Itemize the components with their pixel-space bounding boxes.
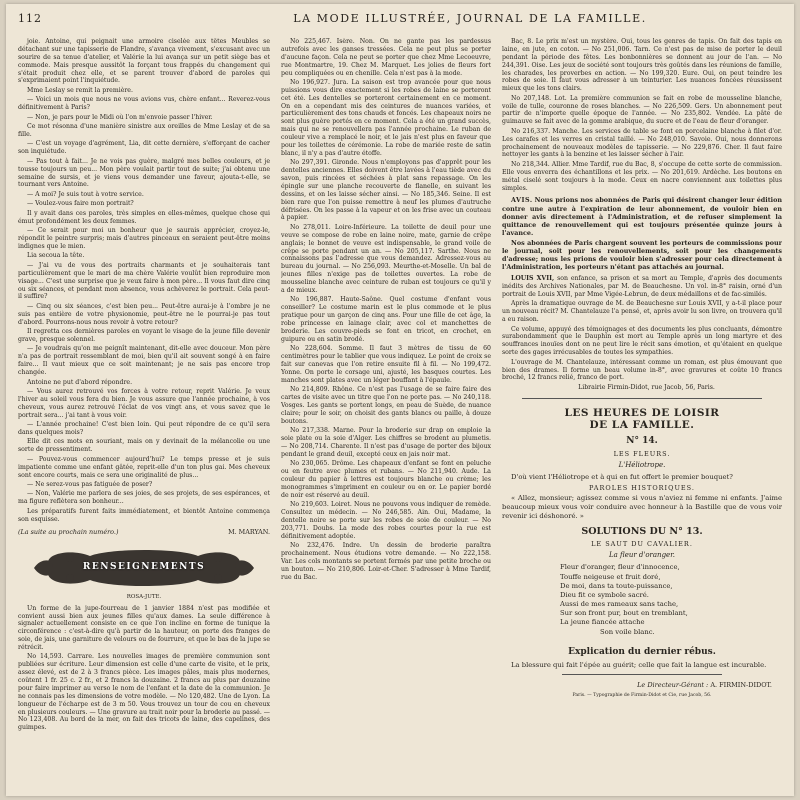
column-renseignements [281, 38, 491, 786]
poem-line: La jeune fiancée attache [560, 618, 645, 627]
louis-paragraph: Après la dramatique ouvrage de M. de Beauchesne sur Louis XVII, y a-t-il place pour un nouveau récit? M. Chantelauze l'a pensé, et, après avoir lu son livre, on trouvera qu'il a eu raison. [502, 300, 782, 324]
story-paragraph: — J'ai vu de vous des portraits charmants et je souhaiterais tant particulièrement que le mari de ma chère Valérie voulût bien reproduire mon visage... C'est une surprise que je veux faire à mon père... Il vous faut dire cinq ou six séances, et pendant mon absence, vous achèverez le portrait. Cela peut-il suffire? [18, 261, 270, 301]
renseignement-paragraph: No 232,476. Indre. Un dessin de broderie paraîtra prochainement. Nous étudions votre demande. — No 222,158. Var. Les cols montants se portent fermés par une petite broche ou un bouton. — No 210,806. Loir-et-Cher. S'adresser à Mme Tardif, rue du Bac. [281, 542, 491, 581]
leisure-subtitle: LES FLEURS. [613, 450, 671, 459]
rebus-answer: La blessure qui fait l'épée au guérit; celle que fait la langue est incurable. [511, 661, 767, 670]
avis-text: Nous prions nos abonnées de Paris qui désirent changer leur édition contre une autre à l'expiration de leur abonnement, de vouloir bien en donner avis directement à l'Administration, et de refuser simplement la quittance de renouvellement qui est toujours présentée quinze jours à l'avance. [502, 196, 782, 237]
renseignement-paragraph: No 14,593. Carrare. Les nouvelles images de première communion sont publiées sur écriture. Leur dimension est celle d'une carte de visite, et le prix, assez élevé, est de 2 à 3 francs pièce. Les images pâles, mais plus modernes, coûtent 1 fr. 25 c. 2 fr., et 2 francs la douzaine. 2 francs au plus par douzaine pour faire imprimer au verso le nom de l'enfant et la date de la communion. Je ne connais pas les dimensions de votre modèle. — No 120,482. Une de Lyon. La longueur de l'écharpe est de 3 m 50. Vous trouvez un tour de cou en cheveux en plusieurs couleurs. — Une gravure au trait noir pour la broderie au passé. — No 123,408. Au bord de la mer, on fait des tricots de laine, des capelines, des guimpes. [18, 653, 270, 732]
story-paragraph: Elle dit ces mots en souriant, mais on y devinait de la mélancolie ou une sorte de pressentiment. [18, 438, 270, 454]
poem-line: Sur son front pur, bout en tremblant, [560, 609, 688, 618]
imprint: Paris. — Typographie de Firmin-Didot et Cie, rue Jacob, 56. [572, 693, 712, 699]
renseignement-paragraph: No 196,927. Jura. La saison est trop avancée pour que nous puissions vous dire exactement si les robes de laine se porteront cet été. Les dentelles se porteront certainement en ce moment. On en a cependant mis des ceintures de nuances variées, et particulièrement des tons chauds et foncés. Les chapeaux noirs ne sont plus guère portés en ce moment. Cela a été un grand succès, mais qui ne se renouvellera pas l'année prochaine. Le ruban de couleur vive a remplacé le noir, et le jais n'est plus en faveur que pour les toilettes de cérémonie. La robe de mariée reste de satin blanc, il n'y a pas d'autre étoffe. [281, 78, 491, 157]
story-signature [18, 528, 270, 536]
poem-line: Fleur d'oranger, fleur d'innocence, [560, 563, 680, 572]
renseignement-paragraph: No 230,065. Drôme. Les chapeaux d'enfant se font en peluche ou en feutre avec plumes et rubans. — No 211,940. Aude. La couleur du papier à lettres est toujours blanche ou crème; les monogrammes s'impriment en couleur ou en or. Le papier bordé de noir est réservé au deuil. [281, 460, 491, 499]
renseignement-paragraph: No 219,603. Loiret. Nous ne pouvons vous indiquer de remède. Consultez un médecin. — No 246,585. Ain. Oui, Madame, la dentelle noire se porte sur les robes de soie de couleur. — No 203,771. Doubs. La mode des robes courtes pour la rue est définitivement adoptée. [281, 501, 491, 540]
renseignement-paragraph: No 214,809. Rhône. Ce n'est pas l'usage de se faire faire des cartes de visite avec un titre que l'on ne porte pas. — No 240,118. Vosges. Les gants se portent longs, en peau de Suède, de nuance claire; pour le soir, on choisit des gants blancs ou paille, à douze boutons. [281, 386, 491, 425]
poem-title: La fleur d'oranger. [608, 550, 675, 559]
publisher-line: Librairie Firmin-Didot, rue Jacob, 56, Paris. [578, 383, 715, 391]
gerant-label: Le Directeur-Gérant : [637, 680, 709, 689]
leisure-title-line: LES HEURES DE LOISIR [564, 406, 720, 419]
rebus-title: Explication du dernier rébus. [568, 646, 716, 657]
poem-line: Dieu fit ce symbole sacré. [560, 590, 649, 599]
story-paragraph: — Ce serait pour moi un bonheur que je saurais apprécier, croyez-le, répondit le peintre surpris; mais d'autres pinceaux en seraient peut-être moins indignes que le mien. [18, 227, 270, 250]
newspaper-page [6, 4, 794, 796]
story-paragraph: — L'année prochaine! C'est bien loin. Qui peut répondre de ce qu'il sera dans quelques mois? [18, 421, 270, 436]
story-paragraph: — Vous aurez retrouvé vos forces à votre retour, reprit Valérie. Je veux l'hiver au soleil vous fera du bien. Je vous assure que l'année prochaine, à vos cheveux, vous aurez retrouvé l'éclat de vos vingt ans, et vous savez que le portrait sera... j'ai tant à vous voir. [18, 387, 270, 419]
ornament-label: RENSEIGNEMENTS [82, 561, 206, 572]
gerant-name: A. FIRMIN-DIDOT. [710, 680, 772, 689]
renseignements-ornament [30, 546, 258, 590]
leisure-title [502, 407, 782, 432]
journal-title: LA MODE ILLUSTRÉE, JOURNAL DE LA FAMILLE. [293, 12, 647, 25]
avis-label: AVIS. [511, 196, 533, 205]
poem-line: Aussi de mes rameaux sans tache, [560, 600, 679, 609]
story-paragraph: Il regretta ces dernières paroles en voyant le visage de la jeune fille devenir grave, presque solennel. [18, 328, 270, 343]
historical-quote: « Allez, monsieur; agissez comme si vous n'aviez ni femme ni enfants. J'aime beaucoup mieux vous voir conduire avec honneur à la Bastille que de vous voir revenir ici déshonoré. » [502, 494, 782, 520]
renseignement-paragraph: No 228,604. Somme. Il faut 3 mètres de tissu de 60 centimètres pour le tablier que vous indiquez. Le point de croix se fait sur canevas que l'on retire ensuite fil à fil. — No 199,472. Yonne. On porte le corsage uni, ajusté, les basques courtes. Les manches sont plates avec un léger bouffant à l'épaule. [281, 345, 491, 384]
leisure-title-line: DE LA FAMILLE. [589, 419, 695, 432]
historical-label: PAROLES HISTORIQUES. [589, 484, 695, 493]
section-divider [562, 674, 722, 675]
story-paragraph: — Non, Valérie me parlera de ses joies, de ses projets, de ses espérances, et ma figure reflètera son bonheur... [18, 490, 270, 506]
author-name: M. MARYAN. [228, 527, 270, 536]
solutions-title: SOLUTIONS DU N° 13. [581, 526, 703, 538]
renseignement-paragraph: No 216,337. Manche. Les services de table se font en porcelaine blanche à filet d'or. Les carafes et les verres en cristal taillé. — No 248,010. Savoie. Oui, nous donnerons prochainement de nouveaux modèles de tapisserie. — No 229,876. Cher. Il faut faire nettoyer les gants à la benzine et les laisser sécher à l'air. [502, 127, 782, 159]
renseignement-paragraph: No 225,467. Isère. Non. On ne gante pas les pardessus autrefois avec les ganses tressées. Cela ne peut plus se porter d'aucune façon. Cela ne peut se porter que chez Mme Lecoeuvre, rue Montmartre, 19. Chez M. Marquet. Les jolies de fleurs fort peu compliquées ou en chenille. Cela n'est pas à la mode. [281, 38, 491, 77]
story-paragraph: Lia secoua la tête. [27, 252, 85, 260]
saut-label: LE SAUT DU CAVALIER. [591, 540, 693, 549]
story-paragraph: — Non, je pars pour le Midi où l'on m'envoie passer l'hiver. [27, 113, 213, 121]
renseignement-paragraph: No 196,887. Haute-Saône. Quel costume d'enfant vous conseiller? Le costume marin est le plus commode et le plus pratique pour un garçon de cinq ans. Pour une fille de cet âge, la robe princesse en lainage clair, avec col et manchettes de broderie. Les couvre-pieds se font en tricot, en crochet, en guipure ou en satin brodé. [281, 296, 491, 343]
louis-xvii-review [502, 275, 782, 392]
avis-notice [502, 196, 782, 271]
story-paragraph: joie. Antoine, qui peignait une armoire ciselée aux têtes Meubles se détachant sur une tapisserie de Flandre, s'avança vivement, s'excusant avec un sourire de sa tenue d'atelier, et Valérie la lui avança sur un petit siège bas et commode. Mais presque aussitôt la forçant tous frappés du changement qui s'était produit chez elle, et se parent trouver d'abord de paroles qui s'exprimaient point l'inquiétude. [18, 38, 270, 85]
leisure-subtitle-italic: L'Héliotrope. [618, 460, 666, 469]
louis-paragraph: Ce volume, appuyé des témoignages et des documents les plus concluants, démontre surabondamment que le Dauphin est mort au Temple après un long martyre et des souffrances inouïes dont on ne peut lire le récit sans émotion, et qu'étaient en quelque sorte des gages irrécusables de toutes les sympathies. [502, 325, 782, 357]
section-divider [522, 398, 762, 399]
story-paragraph: — Ne serez-vous pas fatiguée de poser? [27, 480, 153, 488]
poem [560, 563, 782, 636]
renseignement-paragraph: No 217,338. Marne. Pour la broderie sur drap on emploie la soie plate ou la soie d'Alger. Les chiffres se brodent au plumetis. — No 208,714. Charente. Il n'est pas d'usage de porter des bijoux pendant le grand deuil, excepté ceux en jais noir mat. [281, 427, 491, 458]
story-paragraph: — Pas tout à fait... Je ne vois pas guère, malgré mes belles couleurs, et je tousse toujours un peu... Mon père voulait partir tout de suite; j'ai obtenu une semaine de sursis, et je viens vous demander une faveur, ajouta-t-elle, se tournant vers Antoine. [18, 157, 270, 189]
leisure-number: N° 14. [626, 435, 658, 446]
renseignement-paragraph: No 278,011. Loire-Inférieure. La toilette de deuil pour une veuve se compose de robe en laine noire, mate, garnie de crêpe anglais; le bonnet de veuve est indispensable, le grand voile de crêpe se porte pendant un an. — No 205,117. Sarthe. Nous ne connaissons pas l'adresse que vous demandez. Adressez-vous au bureau du journal. — No 256,093. Meurthe-et-Moselle. Un bal de jeunes filles n'exige pas de toilettes ouvertes. La robe de mousseline blanche avec ceinture de ruban est toujours ce qu'il y a de mieux. [281, 223, 491, 294]
story-paragraph: — Je voudrais qu'on me peignît maintenant, dit-elle avec douceur. Mon père n'a pas de portrait ressemblant de moi, bien qu'il ait souvent songé à en faire faire... Il vaut mieux que ce soit maintenant; je ne sais pas encore trop changée. [18, 345, 270, 377]
leisure-question: D'où vient l'Héliotrope et à qui en fut offert le premier bouquet? [511, 473, 733, 482]
story-paragraph: — A moi? Je suis tout à votre service. [27, 190, 144, 198]
page-number: 112 [18, 12, 42, 25]
story-paragraph: — Cinq ou six séances, c'est bien peu... Peut-être aurai-je à l'ombre je ne suis pas entière de votre physionomie, peut-être ne le pourrai-je pas tout d'abord. Pourrons-nous nous revoir à votre retour? [18, 302, 270, 326]
louis-paragraph: L'ouvrage de M. Chantelauze, intéressant comme un roman, est plus émouvant que bien des drames. Il forme un beau volume in-8°, avec gravures et coûte 10 francs broché, 12 francs relié, franco de port. [502, 358, 782, 382]
story-paragraph: Il y avait dans ces paroles, très simples en elles-mêmes, quelque chose qui émut profondément les deux femmes. [18, 209, 270, 225]
column-story [18, 38, 270, 786]
story-paragraph: — Pouvez-vous commencer aujourd'hui? Le temps presse et je suis impatiente comme une enfant gâtée, reprit-elle d'un ton plus gai. Mes cheveux sont encore courts, mais ce sera une originalité de plus... [18, 455, 270, 479]
poem-line: Son voile blanc. [600, 627, 655, 636]
renseignement-paragraph: No 297,391. Gironde. Nous n'employons pas d'apprêt pour les dentelles anciennes. Elles doivent être lavées à l'eau tiède avec du savon, puis rincées et séchées à plat sans repassage. On les épingle sur une planche recouverte de flanelle, en suivant les dessins, et on les laisse sécher ainsi. — No 185,346. Seine. Il est bien rare que l'on puisse remettre à neuf les plumes d'autruche défrisées. On les passe à la vapeur et on les frise avec un couteau à papier. [281, 159, 491, 222]
renseignement-paragraph: No 207,148. Lot. La première communion se fait en robe de mousseline blanche, voile de tulle, couronne de roses blanches. — No 226,509. Gers. Un abonnement peut partir de n'importe quelle époque de l'année. — No 235,802. Vendée. La pâte de guimauve se fait avec de la gomme arabique, du sucre et de l'eau de fleur d'oranger. [502, 94, 782, 126]
poem-line: De moi, dans ta toute-puissance, [560, 581, 673, 590]
story-paragraph: Mme Leslay se remit la première. [27, 86, 133, 94]
story-paragraph: Ce mot résonna d'une manière sinistre aux oreilles de Mme Leslay et de sa fille. [18, 123, 270, 138]
story-paragraph: Antoine ne put d'abord répondre. [27, 378, 133, 386]
renseignement-paragraph: Un forme de la jupe-fourreau de 1 janvier 1884 n'est pas modifiée et convient aussi bien aux jeunes filles qu'aux dames. La seule différence à signaler actuellement consiste en ce que l'on incline en forme de tunique la circonférence : c'est-à-dire qu'à partir de la hauteur, on porte des franges de soie, de jais, une garniture de velours ou de fourrure, et que le bas de la jupe se rétrécit. [18, 604, 270, 652]
louis-label: LOUIS XVII, [511, 275, 555, 283]
louis-subtitle: son enfance, sa prison et sa mort au Temple, d'après des documents inédits des Archives Nationales, par M. de Beauchesne. Un vol. in-8° raisin, orné d'un portrait de Louis XVII, par Mme Vigée-Lebrun, de deux médaillons et de fac-similés. [502, 275, 782, 298]
story-paragraph: — C'est un voyage d'agrément, Lia, dit cette dernière, s'efforçant de cacher son inquiétude. [18, 140, 270, 156]
renseignement-paragraph: No 218,344. Allier. Mme Tardif, rue du Bac, 8, s'occupe de cette sorte de commission. Elle vous enverra des échantillons et les prix. — No 201,619. Ardèche. Les boutons en métal ciselé sont toujours à la mode. Ceux en nacre conviennent aux toilettes plus simples. [502, 160, 782, 192]
avis-text: Nos abonnées de Paris chargent souvent les porteurs de commissions pour le journal, soit pour les renouvellements, soit pour les changements d'adresse; nous les prions de vouloir bien s'adresser pour cela directement à l'Administration, les porteurs n'étant pas attachés au journal. [502, 238, 782, 271]
story-paragraph: — Voulez-vous faire mon portrait? [27, 200, 134, 208]
renseignement-paragraph: Bac, 8. Le prix m'est un mystère. Oui, tous les genres de tapis. On fait des tapis en laine, en jute, en coton. — No 251,006. Tarn. Ce n'est pas de mise de porter le deuil pendant la période des fêtes. Les bonbonnières se donnent au jour de l'an. — No 244,391. Oise. Les jeux de société sont toujours très goûtés dans les réunions de famille, les charades, les proverbes en action. — No 199,320. Eure. Oui, on peut teindre les robes de soie. Il faut vous adresser à un teinturier. Les nuances foncées réussissent mieux que les tons clairs. [502, 38, 782, 93]
section-subhead: ROSA-JUTE. [126, 593, 162, 600]
page-header [6, 12, 794, 28]
suite-note: (La suite au prochain numéro.) [18, 527, 119, 536]
column-right [502, 38, 782, 786]
story-paragraph: — Voici un mois que nous ne vous avions vus, chère enfant... Reverez-vous définitivement à Paris? [18, 96, 270, 112]
story-paragraph: Les préparatifs furent faits immédiatement, et bientôt Antoine commença son esquisse. [18, 507, 270, 523]
poem-line: Touffe neigeuse et fruit doré, [560, 572, 661, 581]
gerant-line [512, 681, 772, 689]
